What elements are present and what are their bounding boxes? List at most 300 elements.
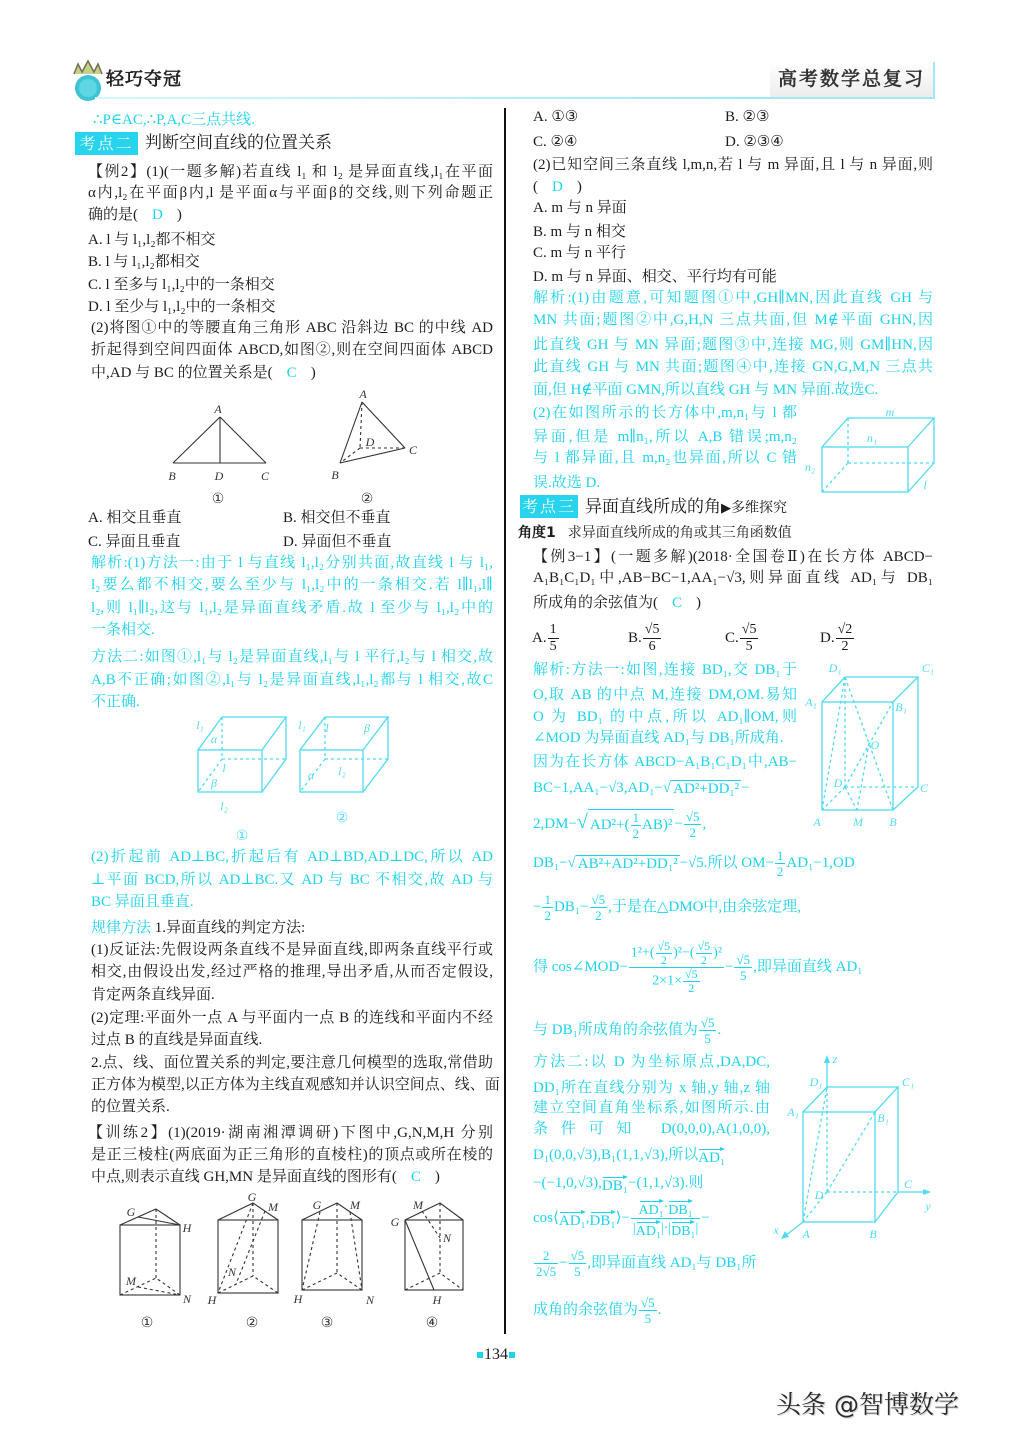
square-root	[568, 843, 680, 883]
carry-over-line: ∴P∈AC,∴P,A,C三点共线.	[93, 112, 255, 128]
figure-caption: ②	[335, 810, 349, 826]
method-line: 2.点、线、面位置关系的判定,要注意几何模型的选取,常借助	[91, 1055, 493, 1071]
numerator: √5	[657, 939, 671, 954]
denominator: 2	[632, 825, 639, 841]
math-text: ,即异面直线 AD₁与 DB₁所	[587, 1255, 757, 1271]
line-label: l₁	[298, 718, 306, 732]
math-text: BC−1,AA₁−√3,AD₁−	[533, 780, 663, 796]
numerator: √5	[736, 952, 751, 968]
point-label: B	[168, 469, 176, 483]
fraction	[534, 1248, 558, 1279]
point-label: C	[260, 469, 270, 483]
point-label: M	[853, 815, 863, 829]
topic-title-3	[585, 496, 787, 520]
method-2-line	[533, 1169, 703, 1197]
denominator: 2	[544, 908, 551, 924]
example-2-prompt	[88, 204, 182, 226]
method-heading-text: 1.异面直线的判定方法:	[151, 920, 306, 936]
solution-line: A,B不正确;如图②,l₁与 l₂是异面直线,l₁,l₂都与 l 相交,故C	[91, 672, 493, 688]
example-3-1-line: A₁B₁C₁D₁中,AB−BC−1,AA₁−√3,则异面直线 AD₁与 DB₁	[533, 570, 933, 586]
point-label: H	[207, 1293, 217, 1307]
answer-mark: D	[152, 207, 163, 223]
numerator: 1	[544, 892, 551, 908]
option-d: D. m 与 n 异面、相交、平行均有可能	[533, 269, 777, 285]
point-label: M	[268, 1200, 278, 1214]
fraction	[590, 892, 608, 923]
point-label: N	[227, 1265, 237, 1279]
point-label: D	[833, 776, 843, 790]
option-letter: C.	[725, 630, 739, 646]
math-text: ⟩−	[615, 1210, 630, 1226]
math-text: −	[725, 959, 734, 975]
point-label: O	[870, 738, 880, 752]
option-a: A. l 与 l₁,l₂都不相交	[88, 232, 216, 248]
point-label: H	[432, 1293, 442, 1307]
point-label: M	[413, 1198, 423, 1212]
book-title: 高考数学总复习	[770, 62, 935, 99]
math-text: AD₁−1,OD	[786, 855, 855, 871]
math-text: cos⟨	[533, 1210, 559, 1226]
point-label: N	[365, 1293, 375, 1307]
method-line: (1)反证法:先假设两条直线不是异面直线,即两条直线平行或	[91, 942, 493, 958]
angle-1-heading	[518, 522, 792, 544]
point-label: A₁	[805, 695, 817, 709]
point-label: M	[350, 1198, 360, 1212]
page-number	[476, 1345, 516, 1365]
numerator: 1	[776, 848, 784, 864]
axis-label: z	[832, 1052, 838, 1066]
example-2-line: α内,l₂在平面β内,l 是平面α与平面β的交线,则下列命题正	[88, 185, 493, 201]
radicand: AB²+AD²+DD₁²	[577, 855, 678, 872]
numerator: √2	[837, 622, 853, 638]
math-text: D₁(0,0,√3),B₁(1,1,√3),所以	[533, 1147, 699, 1163]
numerator: √5	[700, 1015, 715, 1031]
figure-caption: ①	[140, 1315, 154, 1331]
method-line: 过点 B 的直线是异面直线.	[91, 1032, 263, 1048]
numerator: √5	[644, 622, 660, 638]
prompt-text: 中点,则表示直线 GH,MN 是异面直线的图形有(	[91, 1169, 397, 1185]
answer-mark: D	[552, 179, 563, 195]
line-label: m	[885, 405, 895, 419]
option-a	[532, 620, 560, 656]
point-label: H	[182, 1221, 192, 1235]
denominator: 5	[740, 968, 747, 984]
denominator: 2	[841, 639, 849, 655]
math-text: ,	[702, 816, 707, 832]
method-line: (2)定理:平面外一点 A 与平面内一点 B 的连线和平面内不经	[91, 1010, 493, 1026]
point-label: D₁	[828, 661, 842, 675]
dot-operator: ·	[663, 1200, 669, 1216]
axis-label: y	[925, 1199, 931, 1213]
fraction	[639, 1295, 657, 1326]
numerator: 2	[534, 1248, 558, 1264]
option-d: D. ②③④	[725, 134, 784, 150]
option-a: A. ①③	[533, 109, 579, 125]
math-text: −	[674, 816, 683, 832]
denominator: 2	[700, 953, 707, 968]
point-label: C₁	[921, 661, 935, 675]
page-number-text: 134	[484, 1346, 508, 1363]
math-text: )²	[713, 945, 723, 961]
point-label: C	[408, 443, 418, 457]
radicand	[588, 809, 674, 841]
prompt-close: )	[696, 595, 702, 611]
numerator: √5	[591, 892, 606, 908]
method-2-line	[533, 1243, 756, 1283]
point-label: G	[247, 1190, 257, 1204]
method-1-line: 因为在长方体 ABCD−A₁B₁C₁D₁中,AB−	[533, 754, 797, 770]
point-label: D	[214, 469, 224, 483]
example-2-part2-line: 折起得到空间四面体 ABCD,如图②,则在空间四面体 ABCD	[91, 342, 493, 358]
vector-db1: DB₁	[671, 1219, 695, 1239]
y-axis-arrow-icon	[923, 1189, 931, 1195]
example-2-part2-prompt	[91, 362, 316, 384]
radical-sign: √	[567, 855, 576, 871]
math-text: 得 cos∠MOD−	[533, 959, 628, 975]
point-label: C	[903, 1177, 913, 1191]
example-2-line: 【例2】(1)(一题多解)若直线 l₁ 和 l₂ 是异面直线,l₁在平面	[88, 164, 493, 180]
vector-ad1: AD₁	[698, 1146, 725, 1166]
solution-line: 解析:(1)方法一:由于 l 与直线 l₁,l₂分别共面,故直线 l 与 l₁,	[91, 555, 493, 571]
method-line: 相交,由假设出发,经过严格的推理,导出矛盾,从而否定假设,	[91, 964, 493, 980]
denominator: 2	[688, 981, 695, 996]
point-label: A	[214, 402, 222, 416]
method-heading	[91, 916, 305, 938]
denominator: 2	[660, 953, 667, 968]
math-text: |	[632, 1221, 636, 1237]
angle-text: 求异面直线所成的角或其三角函数值	[567, 525, 792, 541]
solution-part2-line: (2)折起前 AD⊥BC,折起后有 AD⊥BD,AD⊥DC,所以 AD	[91, 849, 493, 865]
prompt-open: (	[533, 179, 538, 195]
denominator: 2	[595, 908, 602, 924]
method-2-line	[533, 1290, 661, 1330]
fraction	[684, 809, 702, 840]
training-2-line: 【训练2】(1)(2019·湖南湘潭调研)下图中,G,N,M,H 分别	[88, 1125, 493, 1141]
line-label: l₂	[338, 764, 346, 778]
point-label: A	[802, 1227, 810, 1241]
numerator: √5	[641, 1295, 655, 1311]
axis-label: x	[773, 1223, 779, 1237]
option-b: B. m 与 n 相交	[533, 224, 626, 240]
triangle-marker-icon: ▶	[721, 501, 731, 516]
math-text: |·|	[660, 1221, 672, 1237]
method-1-line: O,取 AB 的中点 M,连接 DM,OM.易知	[533, 687, 797, 703]
option-letter: A.	[532, 630, 547, 646]
option-c	[725, 620, 759, 656]
denominator: 5	[704, 1031, 711, 1047]
denominator: 5	[574, 1264, 581, 1280]
line-label: l	[325, 721, 329, 735]
method-label: 规律方法	[91, 918, 152, 936]
cosine-fraction	[631, 1198, 700, 1239]
option-letter: D.	[820, 630, 835, 646]
numerator: √5	[685, 967, 698, 982]
math-text: ,于是在△DMO中,由余弦定理,	[608, 899, 801, 915]
numerator: 1	[549, 622, 557, 638]
plane-label: β	[364, 721, 370, 735]
topic-badge-3: 考点三	[521, 497, 576, 516]
method-1-line: 解析:方法一:如图,连接 BD₁,交 DB₁于	[533, 662, 797, 678]
denominator: 5	[745, 639, 753, 655]
vector-db1: DB₁	[602, 1174, 628, 1194]
z-axis-arrow-icon	[824, 1055, 830, 1063]
fraction	[542, 892, 553, 923]
cube-figure-2	[298, 717, 388, 826]
column-divider	[504, 108, 506, 1334]
solution-part2-line: 异面,但是 m∥n₁,所以 A,B 错误;m,n₂	[533, 429, 797, 445]
fraction	[775, 848, 786, 879]
topic-title-text: 异面直线所成的角	[585, 497, 721, 517]
topic-subtitle: 多维探究	[731, 500, 787, 516]
math-text: −(1,1,√3).则	[627, 1175, 704, 1191]
watermark: 头条 @智博数学	[776, 1390, 959, 1419]
prompt-text: 所成角的余弦值为(	[533, 595, 658, 611]
method-line: 的位置关系.	[91, 1099, 170, 1115]
method-2-line: 方法二:以 D 为坐标原点,DA,DC,	[533, 1054, 770, 1070]
math-text: 与 DB₁所成角的余弦值为	[533, 1022, 698, 1038]
option-d: D. 异面但不垂直	[283, 534, 392, 550]
method-2-line: 建立空间直角坐标系,如图所示.由	[533, 1100, 770, 1116]
prism-figure-2	[207, 1190, 279, 1331]
answer-mark: C	[672, 595, 683, 611]
method-line: 肯定两条直线异面.	[91, 987, 215, 1003]
point-label: D₁	[809, 1075, 823, 1089]
solution-line: 面,但 H∉平面 GMN,所以直线 GH 与 MN 异面.故选C.	[533, 382, 879, 398]
point-label: C₁	[901, 1075, 915, 1089]
point-label: M	[126, 1274, 136, 1288]
answer-mark: C	[286, 365, 297, 381]
fraction	[683, 968, 700, 995]
square-root	[663, 775, 741, 801]
solution-line: 此直线 GH 与 MN 共面;题图④中,连接 GN,G,M,N 三点共	[533, 359, 933, 375]
vector-ad1: AD₁	[639, 1198, 664, 1218]
numerator: √5	[685, 809, 700, 825]
math-text: −(−1,0,√3),	[533, 1175, 602, 1191]
numerator: √5	[697, 939, 711, 954]
line-label: l	[923, 478, 927, 492]
prompt-text: 中,AD 与 BC 的位置关系是(	[91, 365, 273, 381]
point-label: B₁	[877, 1111, 889, 1125]
example-3-1-line: 【例3−1】(一题多解)(2018·全国卷Ⅱ)在长方体 ABCD−	[533, 549, 933, 565]
point-label: A	[359, 387, 367, 401]
point-label: D	[365, 435, 375, 449]
point-label: A₁	[787, 1105, 799, 1119]
solution-line: 此直线 GH 与 MN 异面;题图③中,连接 MG,则 GM∥HN,因	[533, 337, 933, 353]
method-1-line	[533, 775, 797, 801]
figure-caption: ①	[211, 491, 225, 507]
method-2-line	[533, 1141, 725, 1169]
option-d: D. l 至少与 l₁,l₂中的一条相交	[88, 299, 276, 315]
fraction	[699, 1015, 717, 1046]
denominator	[631, 1219, 700, 1239]
point-label: N	[182, 1292, 192, 1306]
math-text: −	[533, 899, 542, 915]
prompt-text: 确的是(	[88, 207, 138, 223]
prompt-close: )	[434, 1169, 440, 1185]
point-label: D	[814, 1188, 824, 1202]
line-label: l₁	[196, 718, 204, 732]
denominator: 5	[549, 639, 557, 655]
training-2-part2-prompt	[533, 176, 582, 198]
numerator	[631, 1198, 700, 1219]
point-label: G	[126, 1205, 136, 1219]
example-2-part2-line: (2)将图①中的等腰直角三角形 ABC 沿斜边 BC 的中线 AD	[91, 320, 493, 336]
vector-ad1: AD₁	[636, 1219, 661, 1239]
point-label: B	[869, 1227, 877, 1241]
answer-mark: C	[410, 1169, 421, 1185]
radical-sign: √	[662, 780, 672, 796]
prism-figure-4	[391, 1198, 463, 1331]
point-label: A	[813, 815, 821, 829]
method-1-line	[533, 802, 706, 842]
math-text: .	[717, 1022, 722, 1038]
prism-figure-1	[120, 1205, 193, 1331]
vector-db1: DB₁	[668, 1198, 692, 1218]
cosine-fraction	[629, 940, 724, 995]
fraction	[696, 940, 713, 967]
option-a: A. 相交且垂直	[88, 510, 182, 526]
method-2-cosine-line	[533, 1195, 710, 1241]
math-text: −	[559, 1255, 568, 1271]
fraction	[569, 1248, 587, 1279]
tetrahedron-figure	[331, 387, 418, 507]
topic-title-2: 判断空间直线的位置关系	[145, 133, 332, 153]
figure-caption: ②	[360, 491, 374, 507]
vector-db1: DB₁	[590, 1209, 616, 1229]
option-a: A. m 与 n 异面	[533, 200, 627, 216]
denominator: 2√5	[536, 1264, 557, 1280]
denominator: 2	[776, 864, 784, 880]
solution-line: 一条相交.	[91, 622, 155, 638]
math-text: ,	[585, 1210, 590, 1226]
method-2-coordinate-figure	[772, 1052, 931, 1241]
option-letter: B.	[628, 630, 642, 646]
math-text: |	[695, 1221, 699, 1237]
math-text: .	[657, 1302, 662, 1318]
denominator: 6	[648, 639, 656, 655]
line-label: l₂	[220, 799, 228, 813]
prompt-close: )	[576, 179, 582, 195]
fraction	[548, 622, 559, 655]
method-line: 正方体为模型,以正方体为主线直观感知并认识空间点、线、面	[91, 1077, 500, 1093]
method-1-line: ∠MOD 为异面直线 AD₁与 DB₁所成角.	[533, 730, 784, 746]
method-1-line	[533, 887, 801, 927]
vector-ad1: AD₁	[559, 1209, 586, 1229]
training-2-line: 是正三棱柱(两底面为正三角形的直棱柱)的顶点或所在棱的	[91, 1147, 493, 1163]
training-2-prompt	[91, 1166, 440, 1188]
point-label: H	[293, 1292, 303, 1306]
solution-line: l₂要么都不相交,要么至少与 l₁,l₂中的一条相交.若 l∥l₁,l∥	[91, 577, 493, 593]
denominator	[629, 968, 724, 995]
numerator	[629, 940, 724, 968]
point-label: N	[442, 1231, 452, 1245]
solution-line: 方法二:如图①,l₁与 l₂是异面直线,l₁与 l 平行,l₂与 l 相交,故	[91, 649, 493, 665]
cube-figure-1	[196, 717, 286, 844]
numerator: 1	[632, 809, 639, 825]
math-text: 成角的余弦值为	[533, 1302, 639, 1318]
square-bullet-icon	[477, 1352, 483, 1358]
fraction	[656, 940, 673, 967]
option-b: B. ②③	[725, 109, 770, 125]
method-2-line: DD₁所在直线分别为 x 轴,y 轴,z 轴	[533, 1080, 770, 1096]
method-1-line: O 为 BD₁ 的中点,所以 AD₁∥OM,则	[533, 709, 797, 725]
numerator: √5	[570, 1248, 585, 1264]
point-label: B	[331, 468, 339, 482]
solution-part2-line: BC 异面且垂直.	[91, 894, 194, 910]
method-2-line: 条件可知 D(0,0,0),A(1,0,0),	[533, 1121, 770, 1137]
square-bullet-icon	[509, 1352, 515, 1358]
point-label: B	[889, 815, 897, 829]
denominator: 2	[689, 825, 696, 841]
point-label: G	[312, 1198, 322, 1212]
training-2-part2-line: (2)已知空间三条直线 l,m,n,若 l 与 m 异面,且 l 与 n 异面,则	[533, 157, 933, 173]
point-label: C	[919, 781, 929, 795]
math-text: DB₁−	[553, 899, 589, 915]
solution-line: MN 共面;题图②中,G,H,N 三点共面,但 M∉平面 GHN,因	[533, 312, 933, 328]
figure-caption: ①	[235, 828, 249, 844]
option-d	[820, 620, 855, 656]
option-b: B. l 与 l₁,l₂都相交	[88, 254, 200, 270]
fraction	[643, 622, 662, 655]
math-text: )²−(	[673, 945, 695, 961]
option-b	[628, 620, 662, 656]
plane-label: β	[211, 776, 217, 790]
math-text: −	[741, 780, 750, 796]
line-label: n₁	[866, 431, 878, 445]
plane-label: α	[210, 732, 218, 746]
solution-line: 不正确.	[91, 694, 140, 710]
math-text: 1²+(	[630, 945, 655, 961]
example-3-1-prompt	[533, 592, 701, 614]
option-c: C. l 至多与 l₁,l₂中的一条相交	[88, 277, 275, 293]
option-c: C. 异面且垂直	[88, 534, 181, 550]
option-c: C. ②④	[533, 134, 578, 150]
math-text: AD²+(	[589, 816, 630, 833]
radicand: AD²+DD₁²	[673, 780, 740, 797]
line-label: l	[222, 761, 226, 775]
triangle-figure	[168, 402, 270, 507]
cuboid-figure	[805, 405, 934, 492]
prism-figure-3	[293, 1198, 375, 1331]
math-text: −√5.所以 OM−	[679, 855, 774, 871]
method-1-line	[533, 1010, 721, 1050]
figure-caption: ④	[425, 1315, 439, 1331]
method-1-cuboid-figure	[804, 661, 934, 829]
topic-badge-2: 考点二	[75, 132, 138, 155]
figure-caption: ③	[320, 1315, 334, 1331]
math-text: DB₁−	[533, 855, 568, 871]
solution-line: 解析:(1)由题意,可知题图①中,GH∥MN,因此直线 GH 与	[533, 290, 933, 306]
math-text: 2×1×	[652, 973, 682, 989]
prompt-close: )	[310, 365, 316, 381]
math-text: ,即异面直线 AD₁	[753, 959, 863, 975]
figure-caption: ②	[245, 1315, 259, 1331]
method-1-line	[533, 843, 855, 883]
radical-sign: √	[576, 811, 588, 833]
math-text: 2,DM−	[533, 816, 577, 832]
point-label: G	[390, 1215, 400, 1229]
method-1-cosine-line	[533, 935, 863, 999]
option-b: B. 相交但不垂直	[283, 510, 391, 526]
numerator: √5	[741, 622, 757, 638]
solution-part2-line: 与 l 都异面,且 m,n₂也异面,所以 C 错	[533, 450, 797, 466]
angle-label: 角度1	[518, 525, 556, 541]
fraction	[631, 810, 642, 841]
math-text: AB)²	[642, 816, 673, 833]
point-label: B₁	[895, 700, 907, 714]
fraction	[734, 952, 752, 983]
solution-part2-line: (2)在如图所示的长方体中,m,n₁与 l 都	[533, 405, 797, 421]
